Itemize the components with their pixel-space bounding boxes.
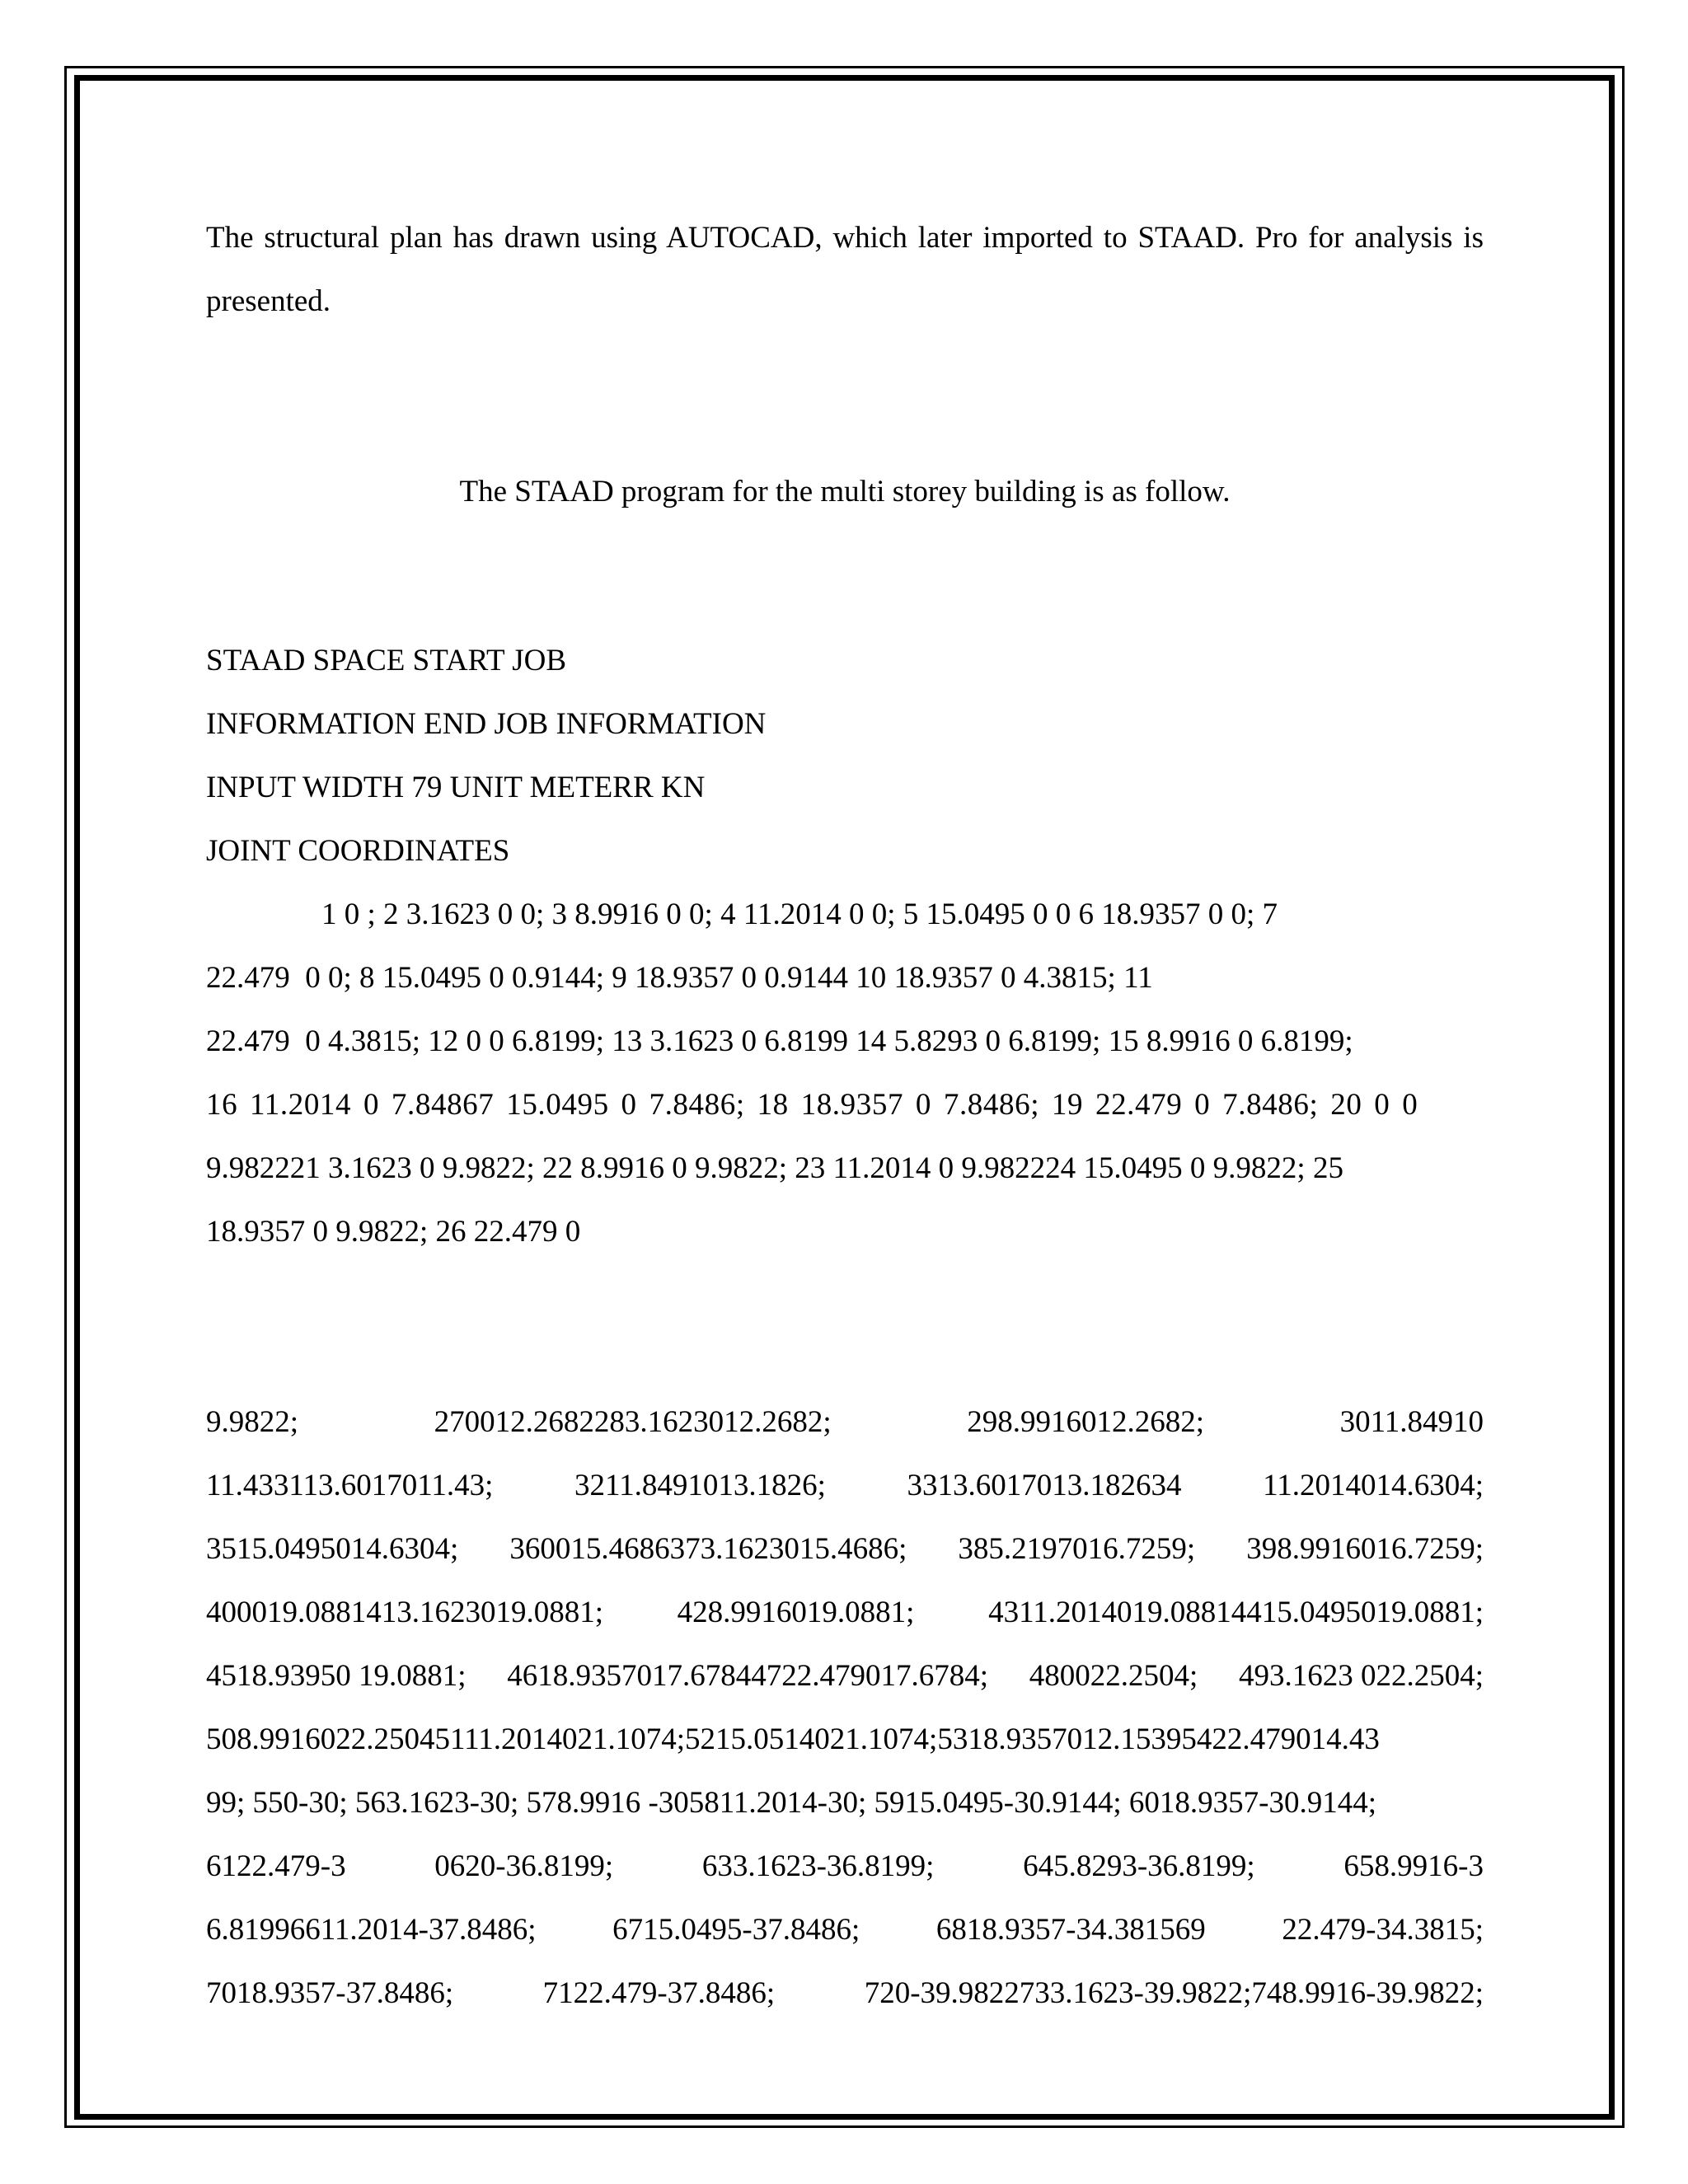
document-body: [206, 206, 1484, 2025]
coord-line: [206, 1898, 1484, 1961]
joint-coordinates-block-2: [206, 1390, 1484, 2025]
coord-line: 9.982221 3.1623 0 9.9822; 22 8.9916 0 9.9822; 23 11.2014 0 9.982224 15.0495 0 9.9822; 25: [206, 1151, 1343, 1185]
coord-token: 633.1623-36.8199;: [701, 1849, 935, 1883]
coord-token: 3515.0495014.6304;: [206, 1532, 459, 1566]
coord-line: [206, 1581, 1484, 1644]
coord-token: 385.2197016.7259;: [958, 1532, 1196, 1566]
coord-token: 4311.2014019.08814415.0495019.0881;: [988, 1596, 1484, 1629]
coord-line: [206, 1390, 1484, 1454]
coord-token: 493.1623 022.2504;: [1238, 1659, 1484, 1693]
coord-token: 428.9916019.0881;: [677, 1596, 915, 1629]
coord-token: 11.2014014.6304;: [1263, 1469, 1484, 1502]
coord-token: 3211.8491013.1826;: [574, 1469, 826, 1502]
coord-token: 6818.9357-34.381569: [935, 1913, 1206, 1947]
coord-line: 18.9357 0 9.9822; 26 22.479 0: [206, 1215, 581, 1249]
code-line: STAAD SPACE START JOB: [206, 644, 567, 677]
coord-line: [206, 1454, 1484, 1517]
coord-token: 645.8293-36.8199;: [1023, 1849, 1255, 1883]
coord-token: 4518.93950 19.0881;: [206, 1659, 467, 1693]
coord-token: 400019.0881413.1623019.0881;: [206, 1596, 604, 1629]
code-line: JOINT COORDINATES: [206, 834, 510, 868]
coord-line: [206, 1961, 1484, 2025]
coord-line: [206, 1835, 1484, 1898]
coord-token: 6715.0495-37.8486;: [612, 1913, 860, 1947]
coord-line: [206, 1644, 1484, 1708]
coord-line: 99; 550-30; 563.1623-30; 578.9916 -305811.2014-30; 5915.0495-30.9144; 6018.9357-30.9144;: [206, 1786, 1376, 1820]
program-heading: The STAAD program for the multi storey building is as follow.: [459, 475, 1231, 509]
code-line: INFORMATION END JOB INFORMATION: [206, 707, 767, 741]
coord-token: 3011.84910: [1339, 1405, 1484, 1439]
coord-line: [206, 1073, 1484, 1137]
coord-token: 270012.2682283.1623012.2682;: [434, 1405, 832, 1439]
coord-token: 4618.9357017.67844722.479017.6784;: [507, 1659, 989, 1693]
coord-token: 6122.479-3: [206, 1849, 346, 1883]
coord-token: 658.9916-3: [1343, 1849, 1484, 1883]
coord-line: [206, 1517, 1484, 1581]
coord-token: 7018.9357-37.8486;: [206, 1976, 454, 2010]
coord-token: 360015.4686373.1623015.4686;: [509, 1532, 907, 1566]
coord-token: 0620-36.8199;: [434, 1849, 614, 1883]
coord-token: 11.433113.6017011.43;: [206, 1469, 494, 1502]
coord-token: 480022.2504;: [1029, 1659, 1198, 1693]
coord-token: 398.9916016.7259;: [1246, 1532, 1484, 1566]
coord-line: 508.9916022.25045111.2014021.1074;5215.0514021.1074;5318.9357012.15395422.479014.43: [206, 1722, 1380, 1756]
code-line: INPUT WIDTH 79 UNIT METERR KN: [206, 771, 706, 804]
joint-coordinates-block-1: [206, 883, 1484, 1263]
coord-token: 6.81996611.2014-37.8486;: [206, 1913, 537, 1947]
coord-token: 7122.479-37.8486;: [542, 1976, 776, 2010]
coord-line: 22.479 0 4.3815; 12 0 0 6.8199; 13 3.1623 0 6.8199 14 5.8293 0 6.8199; 15 8.9916 0 6.8199;: [206, 1024, 1353, 1058]
intro-paragraph: The structural plan has drawn using AUTOCAD, which later imported to STAAD. Pro for analysis is presented.: [206, 221, 1484, 318]
coord-token: 298.9916012.2682;: [967, 1405, 1204, 1439]
coord-token: 720-39.9822733.1623-39.9822;748.9916-39.9822;: [864, 1976, 1484, 2010]
coord-line: 1 0 ; 2 3.1623 0 0; 3 8.9916 0 0; 4 11.2014 0 0; 5 15.0495 0 0 6 18.9357 0 0; 7: [321, 898, 1278, 931]
coord-token: 22.479-34.3815;: [1282, 1913, 1484, 1947]
staad-header-lines: [206, 629, 1484, 883]
coord-token: 9.9822;: [206, 1405, 299, 1439]
coord-token: 3313.6017013.182634: [907, 1469, 1182, 1502]
coord-line-text: 16 11.2014 0 7.84867 15.0495 0 7.8486; 18 18.9357 0 7.8486; 19 22.479 0 7.8486; 20 0 0: [206, 1088, 1418, 1122]
coord-line: 22.479 0 0; 8 15.0495 0 0.9144; 9 18.9357 0 0.9144 10 18.9357 0 4.3815; 11: [206, 961, 1153, 995]
